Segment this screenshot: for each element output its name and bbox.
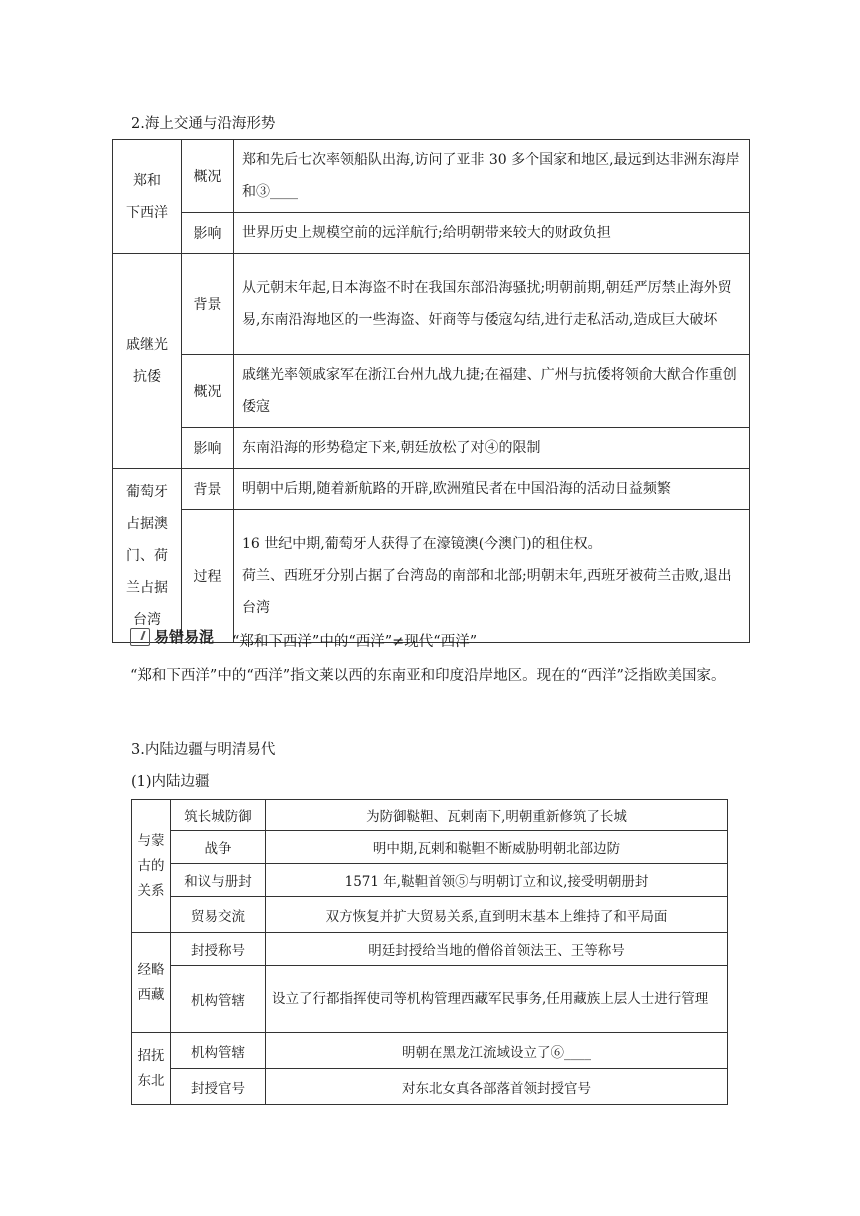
- table-row: [132, 1033, 728, 1069]
- table-row: [132, 864, 728, 897]
- cell-content: 1571 年,鞑靼首领⑤与明朝订立和议,接受明朝册封: [266, 864, 728, 897]
- table-row: [113, 469, 750, 510]
- table-row: [113, 213, 750, 254]
- section-3-heading: 3.内陆边疆与明清易代: [131, 742, 276, 758]
- cell-content: 郑和先后七次率领船队出海,访问了亚非 30 多个国家和地区,最远到达非洲东海岸和③____: [234, 140, 750, 213]
- row-label-zhenghe: 郑和 下西洋: [113, 140, 182, 254]
- cell-label: 背景: [182, 469, 234, 510]
- row-label-tibet: 经略 西藏: [132, 933, 171, 1033]
- cell-content: 为防御鞑靼、瓦剌南下,明朝重新修筑了长城: [266, 800, 728, 831]
- process-line-2: 荷兰、西班牙分别占据了台湾岛的南部和北部;明朝末年,西班牙被荷兰击败,退出台湾: [242, 568, 732, 616]
- table-row: [132, 1069, 728, 1105]
- section-3-subheading: (1)内陆边疆: [131, 774, 210, 790]
- pencil-note-icon: [130, 628, 150, 646]
- cell-label: 封授官号: [171, 1069, 266, 1105]
- cell-content: 世界历史上规模空前的远洋航行;给明朝带来较大的财政负担: [234, 213, 750, 254]
- cell-content: 明朝中后期,随着新航路的开辟,欧洲殖民者在中国沿海的活动日益频繁: [234, 469, 750, 510]
- cell-label: 影响: [182, 428, 234, 469]
- cell-content: 明朝在黑龙江流域设立了⑥____: [266, 1033, 728, 1069]
- cell-content: 从元朝末年起,日本海盗不时在我国东部沿海骚扰;明朝前期,朝廷严厉禁止海外贸易,东南沿海地区的一些海盗、奸商等与倭寇勾结,进行走私活动,造成巨大破坏: [234, 254, 750, 355]
- table-row: [113, 510, 750, 643]
- cell-label: 概况: [182, 355, 234, 428]
- cell-label: 机构管辖: [171, 966, 266, 1033]
- table-row: [132, 933, 728, 966]
- cell-label: 过程: [182, 510, 234, 643]
- process-line-1: 16 世纪中期,葡萄牙人获得了在濠镜澳(今澳门)的租住权。: [242, 536, 602, 552]
- table-row: [132, 831, 728, 864]
- cell-content: 对东北女真各部落首领封授官号: [266, 1069, 728, 1105]
- cell-label: 影响: [182, 213, 234, 254]
- maritime-table: [112, 139, 750, 643]
- cell-label: 和议与册封: [171, 864, 266, 897]
- tip-title: “郑和下西洋”中的“西洋”≠现代“西洋”: [232, 634, 478, 650]
- cell-content: 设立了行都指挥使司等机构管理西藏军民事务,任用藏族上层人士进行管理: [266, 966, 728, 1033]
- table-row: [113, 254, 750, 355]
- table-row: [132, 966, 728, 1033]
- cell-content: 东南沿海的形势稳定下来,朝廷放松了对④的限制: [234, 428, 750, 469]
- row-label-mongol: 与蒙 古的 关系: [132, 800, 171, 933]
- cell-label: 战争: [171, 831, 266, 864]
- cell-content: 双方恢复并扩大贸易关系,直到明末基本上维持了和平局面: [266, 897, 728, 933]
- row-label-qijiguang: 戚继光 抗倭: [113, 254, 182, 469]
- section-2-heading: 2.海上交通与沿海形势: [131, 116, 276, 132]
- cell-label: 封授称号: [171, 933, 266, 966]
- cell-content: 戚继光率领戚家军在浙江台州九战九捷;在福建、广州与抗倭将领俞大猷合作重创倭寇: [234, 355, 750, 428]
- cell-label: 背景: [182, 254, 234, 355]
- tip-text: “郑和下西洋”中的“西洋”指文莱以西的东南亚和印度沿岸地区。现在的“西洋”泛指欧美国家。: [130, 668, 726, 684]
- cell-label: 机构管辖: [171, 1033, 266, 1069]
- frontier-table: [131, 799, 728, 1105]
- cell-content: 明中期,瓦剌和鞑靼不断威胁明朝北部边防: [266, 831, 728, 864]
- table-row: [113, 428, 750, 469]
- table-row: [132, 897, 728, 933]
- row-label-northeast: 招抚 东北: [132, 1033, 171, 1105]
- cell-label: 筑长城防御: [171, 800, 266, 831]
- table-row: [113, 140, 750, 213]
- tip-label: 易错易混: [154, 628, 215, 646]
- table-row: [132, 800, 728, 831]
- cell-label: 概况: [182, 140, 234, 213]
- table-row: [113, 355, 750, 428]
- cell-content: [234, 510, 750, 643]
- cell-label: 贸易交流: [171, 897, 266, 933]
- row-label-portugal: 葡萄牙 占据澳 门、荷 兰占据 台湾: [113, 469, 182, 643]
- cell-content: 明廷封授给当地的僧俗首领法王、王等称号: [266, 933, 728, 966]
- tip-badge: [130, 626, 214, 647]
